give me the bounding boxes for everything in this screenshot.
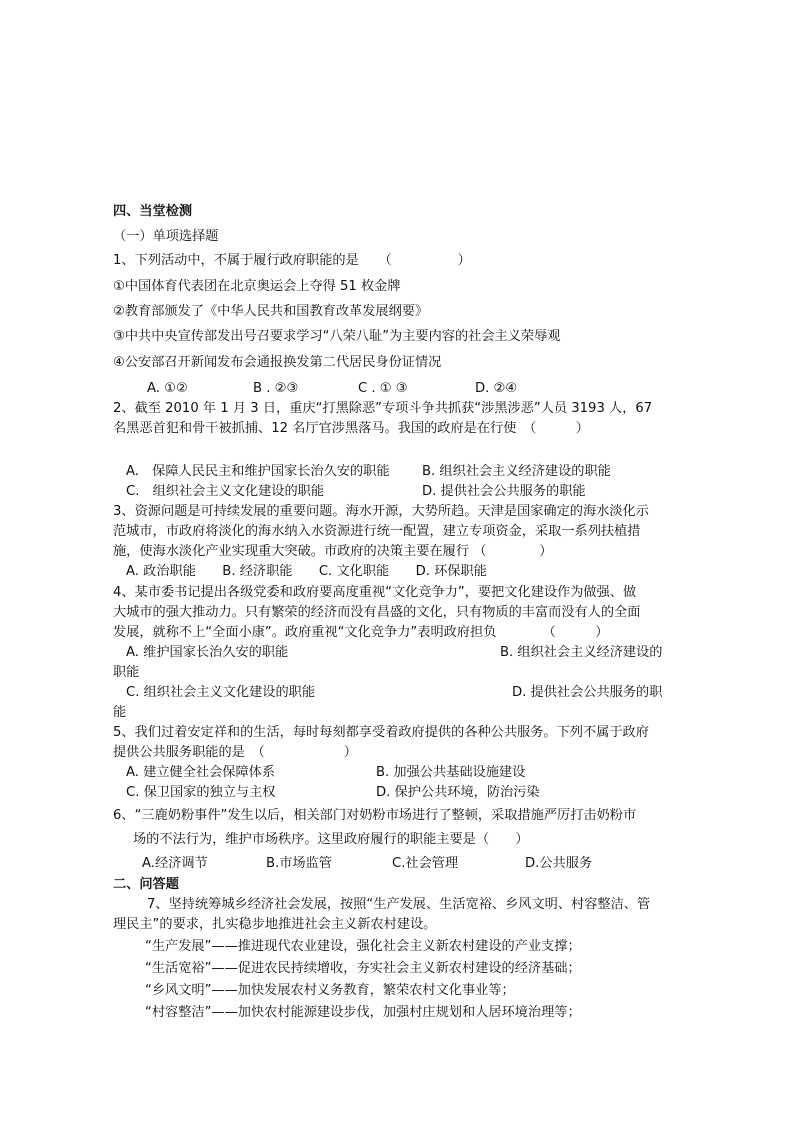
question-2-line: 名黑恶首犯和骨干被抓捕、12 名厅官涉黑落马。我国的政府是在行使 （ ） (113, 421, 589, 436)
question-2-option-a: A. 保障人民民主和维护国家长治久安的职能 (126, 464, 390, 479)
question-4-option-a: A. 维护国家长治久安的职能 (126, 645, 289, 660)
question-7-line: 7、坚持统筹城乡经济社会发展，按照“生产发展、生活宽裕、乡风文明、村容整洁、管 (147, 897, 651, 912)
question-3-line: 3、资源问题是可持续发展的重要问题。海水开源，大势所趋。天津是国家确定的海水淡化示 (113, 504, 649, 519)
question-6-option-b: B.市场监管 (266, 856, 332, 871)
question-7-item: “生活宽裕”——促进农民持续增收，夯实社会主义新农村建设的经济基础； (145, 961, 581, 976)
question-1-option-b: B . ②③ (253, 381, 299, 396)
question-5-option-c: C. 保卫国家的独立与主权 (126, 785, 276, 800)
question-1-option-a: A. ①② (147, 381, 188, 396)
question-3-line: 范城市，市政府将淡化的海水纳入水资源进行统一配置，建立专项资金，采取一系列扶植措 (113, 524, 641, 539)
question-6-option-d: D.公共服务 (525, 856, 593, 871)
question-2-option-b: B. 组织社会主义经济建设的职能 (422, 464, 611, 479)
section-title: 四、当堂检测 (113, 204, 193, 219)
question-4-option-d: D. 提供社会公共服务的职 (512, 685, 663, 700)
question-6-option-a: A.经济调节 (142, 856, 208, 871)
question-6-option-c: C.社会管理 (392, 856, 459, 871)
question-1-item: ④公安部召开新闻发布会通报换发第二代居民身份证情况 (113, 355, 442, 370)
part-2-title: 二、问答题 (113, 877, 179, 892)
question-1-item: ②教育部颁发了《中华人民共和国教育改革发展纲要》 (113, 304, 429, 319)
question-4-option-c: C. 组织社会主义文化建设的职能 (126, 685, 316, 700)
question-1-stem: 1、下列活动中，不属于履行政府职能的是 （ ） (113, 253, 471, 268)
question-5-option-a: A. 建立健全社会保障体系 (126, 765, 276, 780)
question-5-line: 提供公共服务职能的是 （ ） (113, 745, 357, 760)
question-3-line: 施，使海水淡化产业实现重大突破。市政府的决策主要在履行 （ ） (113, 544, 553, 559)
question-1-option-d: D. ②④ (475, 381, 518, 396)
question-4-option-b-cont: 职能 (113, 665, 140, 680)
question-7-line: 理民主”的要求，扎实稳步地推进社会主义新农村建设。 (113, 917, 437, 932)
question-2-option-c: C. 组织社会主义文化建设的职能 (126, 484, 325, 499)
question-1-item: ③中共中央宣传部发出号召要求学习“八荣八耻”为主要内容的社会主义荣辱观 (113, 329, 561, 344)
question-1-item: ①中国体育代表团在北京奥运会上夺得 51 枚金牌 (113, 279, 401, 294)
question-4-line: 发展，就称不上“全面小康”。政府重视“文化竞争力”表明政府担负 （ ） (113, 625, 609, 640)
question-6-line: 6、“三鹿奶粉事件”发生以后，相关部门对奶粉市场进行了整顿，采取措施严厉打击奶粉市 (113, 808, 637, 823)
question-7-item: “生产发展”——推进现代农业建设，强化社会主义新农村建设的产业支撑； (145, 939, 581, 954)
question-4-line: 4、某市委书记提出各级党委和政府要高度重视“文化竞争力”，要把文化建设作为做强、做 (113, 585, 637, 600)
question-6-line: 场的不法行为，维护市场秩序。这里政府履行的职能主要是（ ） (133, 832, 529, 847)
question-7-item: “乡风文明”——加快发展农村义务教育，繁荣农村文化事业等； (145, 983, 515, 998)
question-4-option-b: B. 组织社会主义经济建设的 (500, 645, 663, 660)
question-5-option-b: B. 加强公共基础设施建设 (376, 765, 526, 780)
question-3-options: A. 政治职能 B. 经济职能 C. 文化职能 D. 环保职能 (126, 564, 487, 579)
subsection-title: （一）单项选择题 (113, 229, 219, 244)
question-2-line: 2、截至 2010 年 1 月 3 日，重庆“打黑除恶”专项斗争共抓获“涉黑涉恶”人员 3193 人，67 (113, 401, 653, 416)
question-4-option-d-cont: 能 (113, 705, 127, 720)
question-5-option-d: D. 保护公共环境，防治污染 (376, 785, 540, 800)
question-4-line: 大城市的强大推动力。只有繁荣的经济而没有昌盛的文化，只有物质的丰富而没有人的全面 (113, 605, 641, 620)
question-7-item: “村容整洁”——加快农村能源建设步伐，加强村庄规划和人居环境治理等； (145, 1005, 581, 1020)
question-2-option-d: D. 提供社会公共服务的职能 (422, 484, 586, 499)
question-5-line: 5、我们过着安定祥和的生活，每时每刻都享受着政府提供的各种公共服务。下列不属于政府 (113, 725, 649, 740)
question-1-option-c: C . ① ③ (358, 381, 408, 396)
